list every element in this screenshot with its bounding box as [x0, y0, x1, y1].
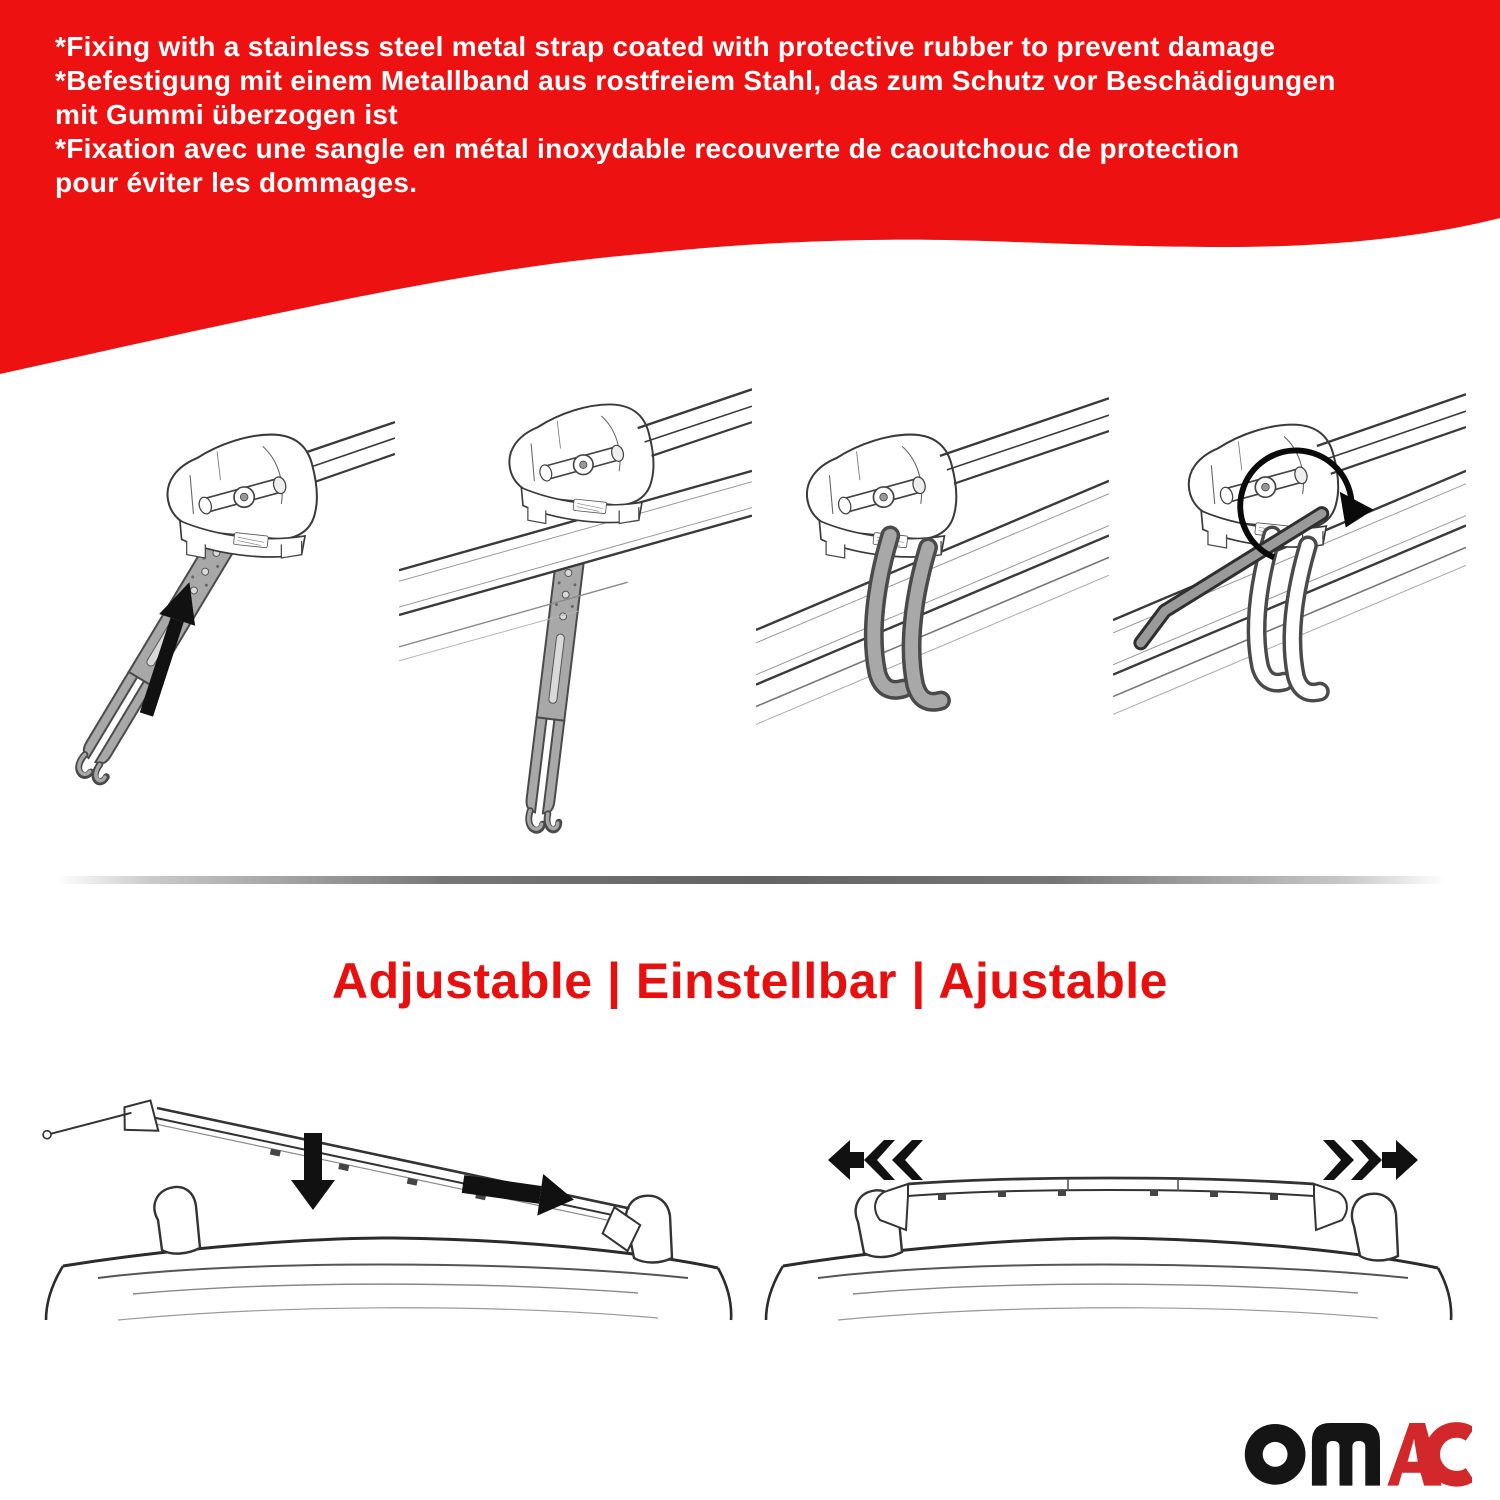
right-arrow-icon — [460, 1163, 577, 1220]
installation-steps — [42, 385, 1466, 855]
diagram-place-crossbar — [38, 1088, 738, 1328]
banner-text — [55, 30, 1485, 200]
step-2-strap-under-rail-illustration — [399, 385, 752, 855]
left-chevrons-icon — [828, 1140, 923, 1180]
banner-line-de-2: mit Gummi überzogen ist — [55, 99, 398, 130]
banner-line-de-1: *Befestigung mit einem Metallband aus rostfreiem Stahl, das zum Schutz vor Beschädigungen — [55, 65, 1336, 96]
right-roof-mount — [1352, 1194, 1398, 1261]
mounted-crossbar — [875, 1178, 1347, 1230]
step-3-wrap-strap-illustration — [756, 385, 1109, 855]
clamp-foot — [1189, 425, 1338, 548]
adjustable-headline: Adjustable | Einstellbar | Ajustable — [332, 953, 1168, 1009]
banner-line-fr-2: pour éviter les dommages. — [55, 167, 418, 198]
clamp-foot — [168, 435, 317, 558]
step-4-tighten-allen-key-illustration — [1113, 385, 1466, 855]
step-1-insert-strap-illustration — [42, 385, 395, 855]
omac-logo — [1242, 1410, 1472, 1495]
section-divider — [55, 876, 1445, 884]
clamp-foot — [509, 404, 653, 523]
tilted-crossbar — [42, 1088, 644, 1263]
left-roof-mount — [154, 1187, 200, 1254]
omac-logo-red-part — [1387, 1423, 1470, 1486]
banner-line-fr-1: *Fixation avec une sangle en métal inoxydable recouverte de caoutchouc de protection — [55, 133, 1240, 164]
metal-strap — [523, 534, 594, 833]
rubber-coated-straps — [874, 535, 941, 701]
right-chevrons-icon — [1323, 1140, 1418, 1180]
omac-logo-black-part — [1245, 1423, 1380, 1486]
banner-line-en: *Fixing with a stainless steel metal strap coated with protective rubber to prevent damage — [55, 31, 1276, 62]
diagram-width-adjustment — [758, 1088, 1458, 1328]
